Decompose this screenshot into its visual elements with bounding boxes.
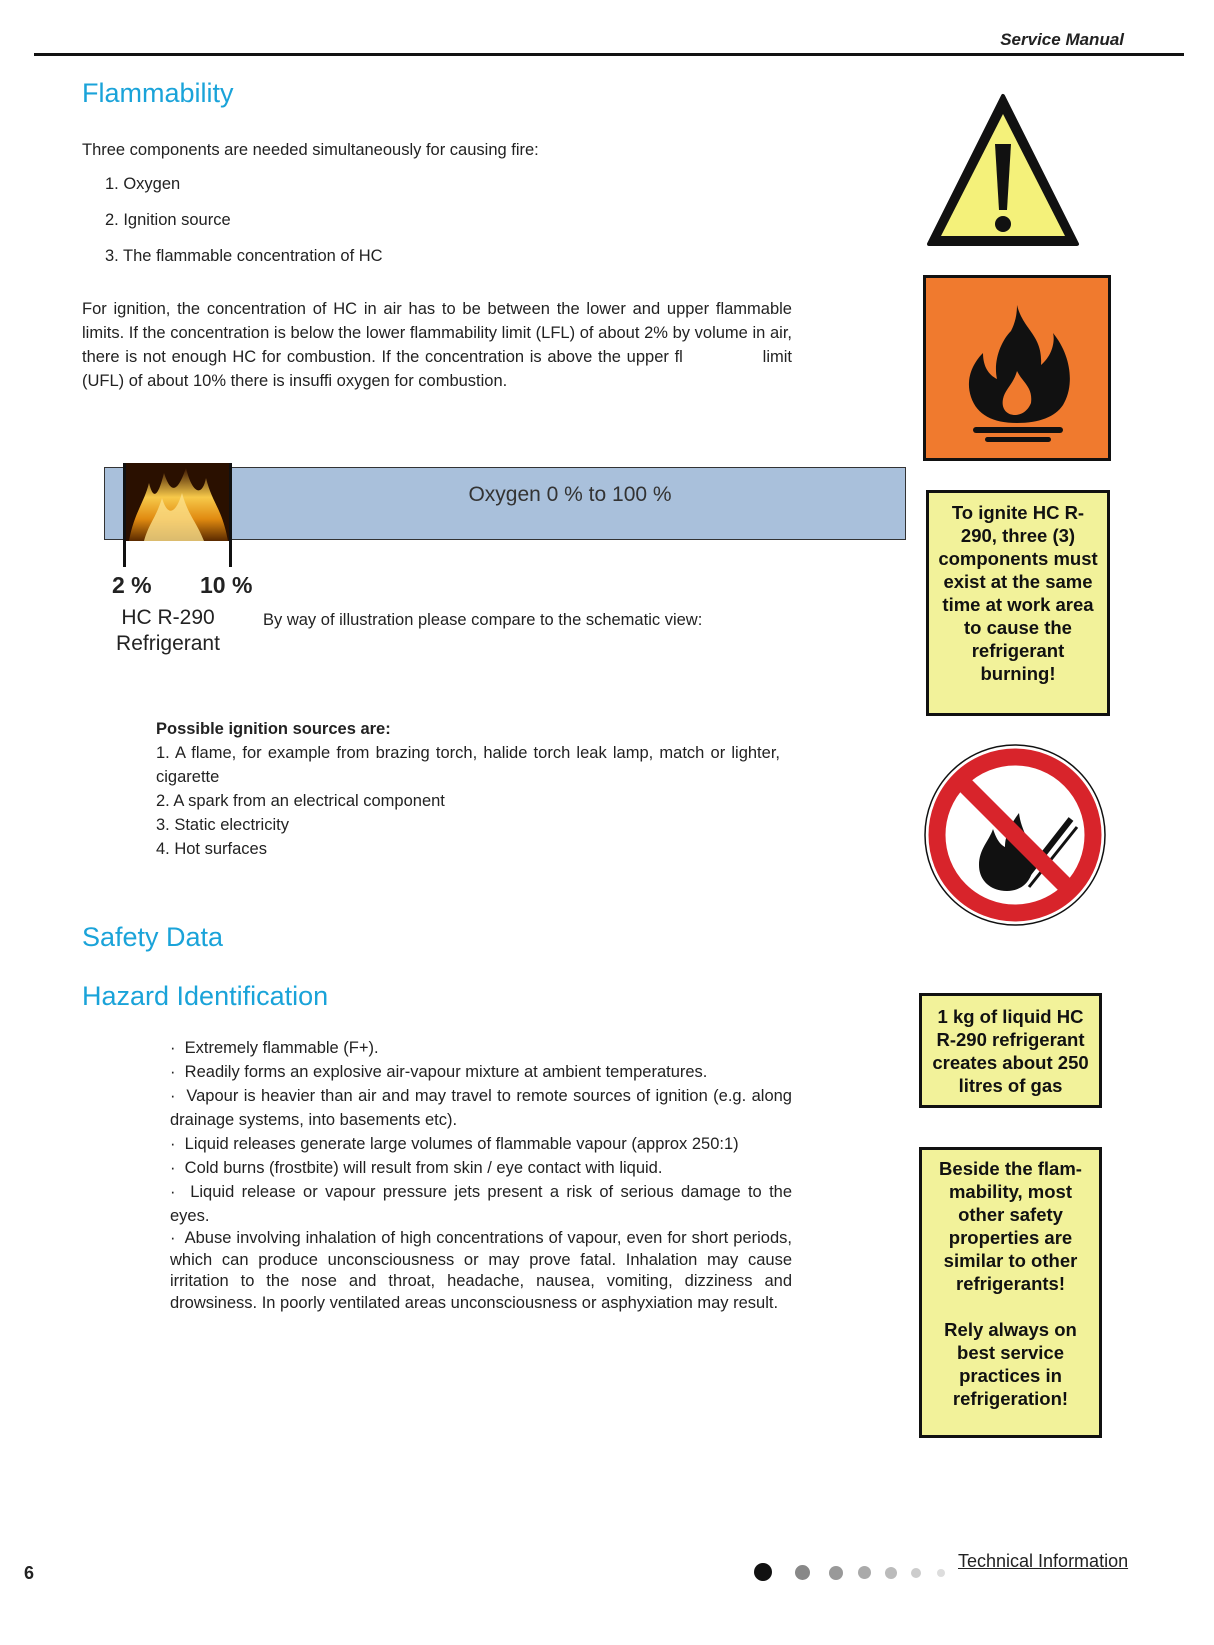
refrigerant-line-2: Refrigerant (116, 632, 220, 655)
warning-box-spacer (928, 1295, 1093, 1318)
hazard-bullet: · Liquid release or vapour pressure jets present a risk of serious damage to the eyes. (170, 1183, 793, 1225)
footer-dot (858, 1566, 871, 1579)
flammable-hazard-icon (923, 275, 1111, 461)
flame-image (124, 463, 230, 541)
hazard-bullet-text: Cold burns (frostbite) will result from skin / eye contact with liquid. (184, 1159, 663, 1177)
ignition-item-4: 4. Hot surfaces (156, 840, 267, 858)
page-number: 6 (24, 1563, 35, 1583)
warning-box-safety-text-1: Beside the flam-mability, most other safety properties are similar to other refrigerants! (939, 1158, 1082, 1294)
footer-dot (911, 1568, 921, 1578)
footer-dot (795, 1565, 810, 1580)
diagram-caption: By way of illustration please compare to the schematic view: (263, 611, 703, 629)
footer-dot (885, 1567, 897, 1579)
safety-data-heading: Safety Data (82, 922, 224, 952)
lfl-label: 2 % (112, 572, 152, 598)
hazard-bullet: · Extremely flammable (F+). (170, 1039, 379, 1057)
component-item-2: 2. Ignition source (105, 211, 231, 229)
lfl-marker (123, 463, 126, 567)
component-item-3: 3. The flammable concentration of HC (105, 247, 383, 265)
flammability-paragraph: For ignition, the concentration of HC in air has to be between the lower and upper flammable limits. If the concentration is below the lower flammability limit (LFL) of about 2% by volume in air, there is not enough HC for combustion. If the concentration is above the upper fl limit (UFL) of about 10% there is insuffi oxygen for combustion. (82, 300, 797, 390)
footer-dot (937, 1569, 945, 1577)
warning-box-safety-text-2: Rely always on best service practices in refrigeration! (944, 1319, 1077, 1409)
hazard-bullet-text: Liquid releases generate large volumes of flammable vapour (approx 250:1) (184, 1135, 739, 1153)
warning-triangle-icon (925, 92, 1081, 252)
refrigerant-line-1: HC R-290 (121, 606, 215, 629)
hazard-list (170, 1036, 792, 1314)
flammability-heading: Flammability (82, 78, 234, 108)
component-item-1: 1. Oxygen (105, 175, 181, 193)
hazard-bullet: · Readily forms an explosive air-vapour mixture at ambient temperatures. (170, 1063, 708, 1081)
ignition-heading: Possible ignition sources are: (156, 720, 391, 738)
ignition-item-3: 3. Static electricity (156, 816, 289, 834)
header-title: Service Manual (1000, 30, 1124, 49)
hazard-identification-heading: Hazard Identification (82, 981, 329, 1011)
hazard-bullet-text: Liquid release or vapour pressure jets present a risk of serious damage to the eyes. (170, 1183, 793, 1225)
ignition-item-2: 2. A spark from an electrical component (156, 792, 445, 810)
refrigerant-label (108, 605, 228, 657)
footer-dot (829, 1566, 843, 1580)
footer-section-link[interactable]: Technical Information (958, 1551, 1129, 1571)
hazard-bullet-text: Extremely flammable (F+). (184, 1039, 379, 1057)
hazard-bullet: · Vapour is heavier than air and may travel to remote sources of ignition (e.g. along drainage systems, into basements etc). (170, 1087, 792, 1129)
hazard-bullet-text: Abuse involving inhalation of high concentrations of vapour, even for short periods, which can produce unconsciousness or may prove fatal. Inhalation may cause irritation to the nose and throat, headache, nausea, vomiting, dizziness and drowsiness. In poorly ventilated areas unconsciousness or asphyxiation may result. (170, 1229, 792, 1312)
hazard-bullet: · Cold burns (frostbite) will result from skin / eye contact with liquid. (170, 1159, 663, 1177)
flammability-intro: Three components are needed simultaneously for causing fire: (82, 141, 539, 159)
hazard-bullet-text: Vapour is heavier than air and may travel to remote sources of ignition (e.g. along drainage systems, into basements etc). (170, 1087, 792, 1129)
warning-box-gas-volume: 1 kg of liquid HC R-290 refrigerant creates about 250 litres of gas (919, 993, 1102, 1108)
footer-dot (754, 1563, 772, 1581)
ufl-marker (229, 463, 232, 567)
hazard-bullet-text: Readily forms an explosive air-vapour mixture at ambient temperatures. (184, 1063, 708, 1081)
no-open-flame-icon (921, 741, 1109, 929)
ignition-item-1: 1. A flame, for example from brazing torch, halide torch leak lamp, match or lighter, cigarette (156, 744, 780, 786)
oxygen-bar-label: Oxygen 0 % to 100 % (468, 483, 672, 506)
ufl-label: 10 % (200, 572, 253, 598)
hazard-bullet: · Abuse involving inhalation of high concentrations of vapour, even for short periods, which can produce unconsciousness or may prove fatal. Inhalation may cause irritation to the nose and throat, headache, nausea, vomiting, dizziness and drowsiness. In poorly ventilated areas unconsciousness or asphyxiation may result. (170, 1229, 792, 1312)
warning-box-safety (919, 1147, 1102, 1438)
warning-box-ignition: To ignite HC R-290, three (3) components must exist at the same time at work area to cause the refrigerant burning! (926, 490, 1110, 716)
header-rule (34, 53, 1184, 56)
hazard-bullet: · Liquid releases generate large volumes of flammable vapour (approx 250:1) (170, 1135, 739, 1153)
